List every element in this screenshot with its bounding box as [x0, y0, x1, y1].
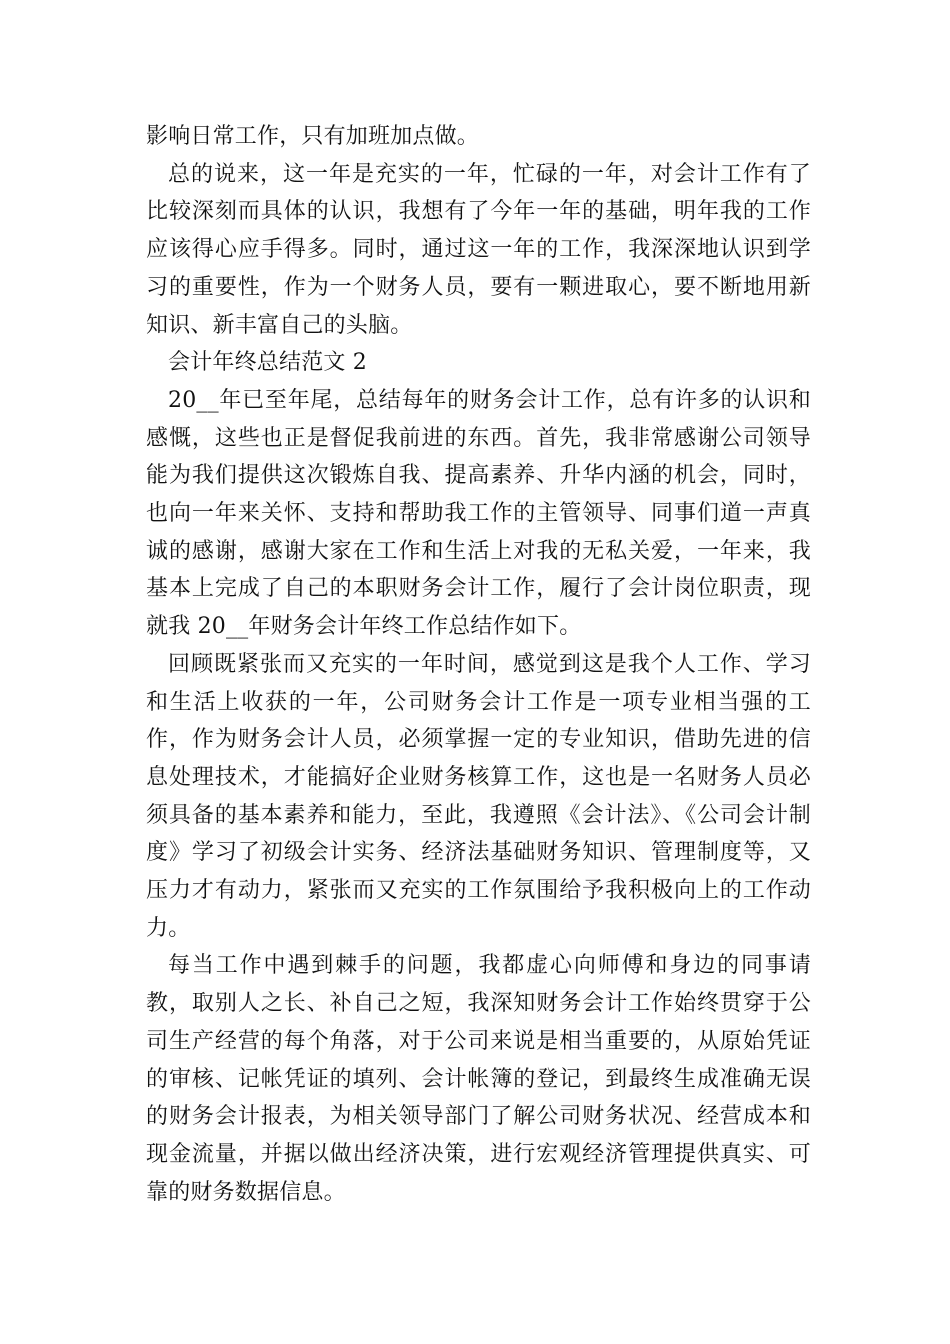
paragraph-learning: 每当工作中遇到棘手的问题，我都虚心向师傅和身边的同事请教，取别人之长、补自己之短，我深知财务会计工作始终贯穿于公司生产经营的每个角落，对于公司来说是相当重要的，从原始凭证的审核、记帐凭证的填列、会计帐簿的登记，到最终生成准确无误的财务会计报表，为相关领导部门了解公司财务状况、经营成本和现金流量，并据以做出经济决策，进行宏观经济管理提供真实、可靠的财务数据信息。: [146, 953, 811, 1205]
paragraph-intro: 20__年已至年尾，总结每年的财务会计工作，总有许多的认识和感慨，这些也正是督促我前进的东西。首先，我非常感谢公司领导能为我们提供这次锻炼自我、提高素养、升华内涵的机会，同时，也向一年来关怀、支持和帮助我工作的主管领导、同事们道一声真诚的感谢，感谢大家在工作和生活上对我的无私关爱，一年来，我基本上完成了自己的本职财务会计工作，履行了会计岗位职责，现就我 20__年财务会计年终工作总结作如下。: [146, 387, 811, 640]
section-heading: 会计年终总结范文 2: [168, 350, 367, 376]
paragraph-continuation: 影响日常工作，只有加班加点做。: [146, 124, 480, 149]
document-page: [146, 118, 811, 1211]
paragraph-review: 回顾既紧张而又充实的一年时间，感觉到这是我个人工作、学习和生活上收获的一年，公司财务会计工作是一项专业相当强的工作，作为财务会计人员，必须掌握一定的专业知识，借助先进的信息处理技术，才能搞好企业财务核算工作，这也是一名财务人员必须具备的基本素养和能力，至此，我遵照《会计法》、《公司会计制度》学习了初级会计实务、经济法基础财务知识、管理制度等，又压力才有动力，紧张而又充实的工作氛围给予我积极向上的工作动力。: [146, 651, 811, 941]
paragraph-summary: 总的说来，这一年是充实的一年，忙碌的一年，对会计工作有了比较深刻而具体的认识，我想有了今年一年的基础，明年我的工作应该得心应手得多。同时，通过这一年的工作，我深深地认识到学习的重要性，作为一个财务人员，要有一颗进取心，要不断地用新知识、新丰富自己的头脑。: [146, 161, 811, 338]
